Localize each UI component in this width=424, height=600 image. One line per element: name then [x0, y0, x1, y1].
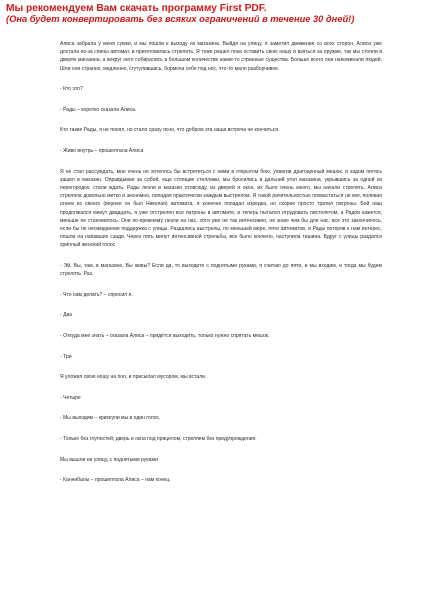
dialogue-line: - Что нам делать? – спросил я.: [60, 291, 133, 298]
paragraph-intro: Алиса забрала у меня сумки, и мы пошли к выходу из магазина. Выйдя на улицу, я заметил движение со всех сторон, Алиса уже достала из-за спины автомат, и приготовилась стрелять. Я тоже решил пока оставить свою ношу и взяться за оружие, так мы стояли в дверях магазина, а вокруг него собирались в большом количестве какие-то странные существа. Больше всего они напоминали людей. Шли они странно, медленно, сгутулившись, бормоча себе под нос, что-то мало разборчивое.: [60, 41, 382, 72]
paragraph-battle: Я не стал рассуждать, мне очень не хотелось бы встретиться с ними в открытом бою, ухватив драгоценный мешок, я задом пятясь зашел в магазин. Оправдывая за собой, еще стоящие стеллажи, мы бросились в дальний угол магазина, укрывшись за одной из перегородок, стали ждать. Рады лезли в магазин отовсюду, из дверей и окон, их было очень много, мы начали стрелять, Алиса стреляла довольно метко и экономно, попадая практически каждым выстрелом. Я такой рачительностью похвастаться не мог, полевая огнем из своего (вернее он был Николая) автомата, я конечно попадал изредка, но скорее просто тратил патроны. Бой наш продолжался минут двадцать, я уже отстрелял все патроны в автомате, и теперь пытался отрудовать пистолетом, а Радов кажется, меньше не становилось. Они по-прежнему лезли на нас, хотя уже не так интенсивно, не знаю чем бы для нас, все это закончилось, если бы не неожиданная поддержка с улицы. Раздались выстрелы, по меньшей мере, пяти автоматов, и Рады потеряв к нам интерес, пошли на напавших сзади. Через пять минут интенсивной стрельбы, все было кончено, наступила тишина. Вдруг с улицы раздался хриплый женский голос: [60, 168, 382, 249]
dialogue-line: - Только без глупостей, дверь и окна под прицелом, стреляем без предупреждения.: [60, 435, 257, 442]
dialogue-line: - Каннибалы – прошептала Алиса – нам конец.: [60, 477, 171, 484]
dialogue-line: - Три: [60, 353, 72, 360]
dialogue-line: - Эй, Вы, там, в магазине, Вы живы? Если да, то выходите с поднятыми руками, я считаю до пяти, и мы входим, и тогда мы будем стрелять. Раз.: [60, 263, 382, 278]
dialogue-line: - Кто это?: [60, 86, 83, 93]
promo-banner-line-2: (Она будет конвертировать без всяких ограничений в течение 30 дней!): [6, 14, 355, 24]
promo-banner: [6, 3, 420, 25]
dialogue-line: - Четыре: [60, 394, 81, 401]
dialogue-line: - Живо внутрь – прошептала Алиса: [60, 147, 144, 154]
dialogue-line: - Мы выходим – крикнули мы в один голос.: [60, 415, 161, 422]
dialogue-line: - Рады – коротко сказала Алиса.: [60, 106, 137, 113]
narration-line: Кто такие Рады, я не понял, но стало сразу ясно, что добром эта наша встреча не кончиться.: [60, 127, 280, 134]
narration-line: Мы вышли на улицу, с поднятыми руками: [60, 456, 158, 463]
promo-banner-line-1: Мы рекомендуем Вам скачать программу First PDF.: [6, 3, 267, 14]
dialogue-line: - Откуда мне знать – сказала Алиса – придётся выходить, только нужно спрятать мешок.: [60, 332, 270, 339]
narration-line: Я уложил свою ношу на пол, и присыпал мусором, мы встали.: [60, 374, 207, 381]
document-page: [60, 40, 382, 497]
dialogue-line: - Два: [60, 312, 72, 319]
